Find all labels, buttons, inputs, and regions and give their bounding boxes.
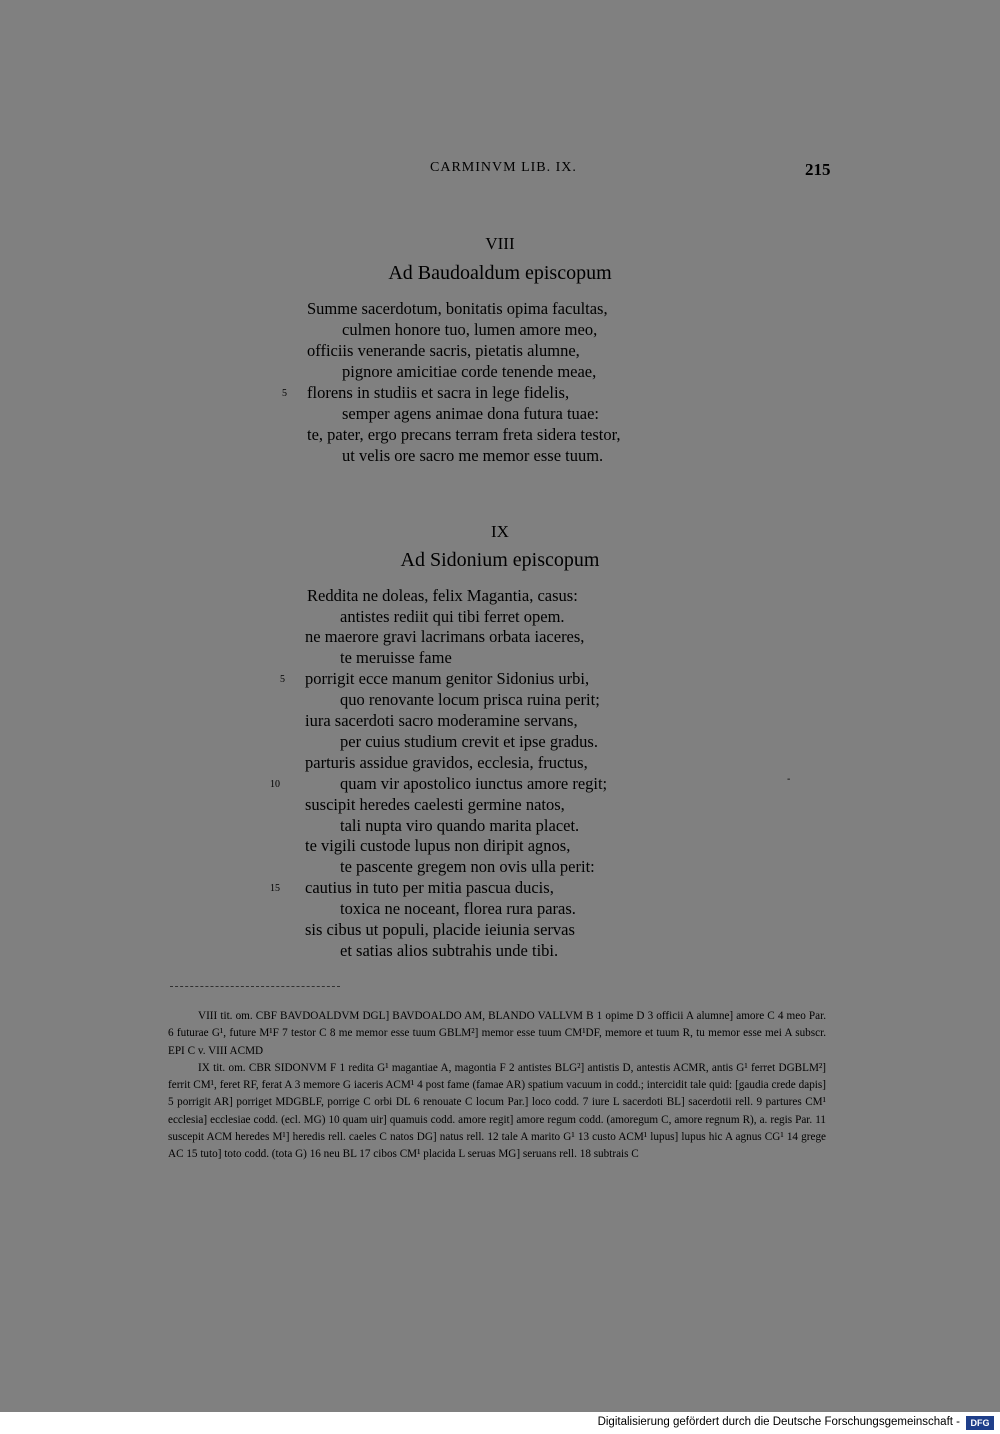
apparatus-entry: VIII tit. om. CBF BAVDOALDVM DGL] BAVDOALDO AM, BLANDO VALLVM B 1 opime D 3 officii A alumne] amore C 4 meo Par. 6 futurae G¹, future M¹F 7 testor C 8 me memor esse tuum GBLM²] memor esse tuum CM¹DF, memore et tuum R, tu memor esse mei A subscr. EPI C v. VIII ACMD [168, 1010, 826, 1057]
verse-line: te vigili custode lupus non diripit agnos, [305, 836, 571, 855]
verse-line: suscipit heredes caelesti germine natos, [305, 795, 565, 814]
verse-line: semper agens animae dona futura tuae: [342, 404, 600, 423]
verse-line: culmen honore tuo, lumen amore meo, [342, 320, 598, 339]
verse-line: quo renovante locum prisca ruina perit; [340, 690, 600, 709]
verse-line: Summe sacerdotum, bonitatis opima facultas, [307, 299, 608, 318]
verse-line: per cuius studium crevit et ipse gradus. [340, 732, 598, 751]
verse-line: iura sacerdoti sacro moderamine servans, [305, 711, 578, 730]
poem-number: VIII [485, 234, 515, 253]
verse-line: te pascente gregem non ovis ulla perit: [340, 857, 595, 876]
verse-line: Reddita ne doleas, felix Magantia, casus: [307, 586, 578, 605]
dfg-logo: DFG [966, 1416, 994, 1430]
line-number: 15 [270, 883, 280, 894]
footnote-rule [170, 986, 340, 987]
verse-line: officiis venerande sacris, pietatis alumne, [307, 341, 580, 360]
verse-line: ut velis ore sacro me memor esse tuum. [342, 446, 604, 465]
verse-line: porrigit ecce manum genitor Sidonius urbi, [305, 669, 590, 688]
verse-line: antistes rediit qui tibi ferret opem. [340, 607, 565, 626]
verse-line: pignore amicitiae corde tenende meae, [342, 362, 597, 381]
verse-line: quam vir apostolico iunctus amore regit; [340, 774, 608, 793]
poem-title: Ad Baudoaldum episcopum [388, 262, 612, 284]
verse-line: toxica ne noceant, florea rura paras. [340, 899, 576, 918]
verse-line: te meruisse fame [340, 648, 452, 667]
running-head: CARMINVM LIB. IX. [430, 160, 577, 175]
verse-line: sis cibus ut populi, placide ieiunia servas [305, 920, 575, 939]
verse-line: et satias alios subtrahis unde tibi. [340, 941, 559, 960]
verse-line: parturis assidue gravidos, ecclesia, fructus, [305, 753, 588, 772]
verse-line: florens in studiis et sacra in lege fidelis, [307, 383, 570, 402]
margin-mark: - [787, 774, 791, 785]
poem-number: IX [491, 522, 509, 541]
apparatus-entry: IX tit. om. CBR SIDONVM F 1 redita G¹ magantiae A, magontia F 2 antistes BLG²] antistis D, antestis ACMR, antis G¹ ferret DGBLM²] ferrit CM¹, feret RF, ferat A 3 memore G iaceris ACM¹ 4 post fame (famae AR) spatium vacuum in codd.; intercidit tale quid: [gaudia crede dapis] 5 porrigit AR] porriget MDGBLF, porrige C orbi DL 6 renouate C locum Par.] loco codd. 7 iure L sacerdoti BL] sacerdotii rell. 9 partures CM¹ ecclesia] ecclesiae codd. (ecl. MG) 10 quam uir] quamuis codd. amore regit] amore regum codd. (amoregum C, amore regnum R), a. regis Par. 11 suscepit ACM heredes M¹] heredis rell. caeles C natos DG] natus rell. 12 tale A marito G¹ 13 custo ACM¹ lupus] lupus hic A agnus CG¹ 14 grege AC 15 tuto] toto codd. (tota G) 16 neu BL 17 cibos CM¹ placida L seruas MG] seruans rell. 18 subtrais C [168, 1061, 826, 1161]
digitization-footer [0, 1412, 1000, 1434]
line-number: 5 [282, 388, 287, 399]
verse-line: te, pater, ergo precans terram freta sidera testor, [307, 425, 621, 444]
line-number: 5 [280, 674, 285, 685]
verse-line: tali nupta viro quando marita placet. [340, 816, 580, 835]
verse-line: cautius in tuto per mitia pascua ducis, [305, 878, 554, 897]
line-number: 10 [270, 779, 280, 790]
critical-apparatus [168, 1008, 826, 1164]
page-number: 215 [805, 160, 831, 179]
verse-line: ne maerore gravi lacrimans orbata iaceres, [305, 627, 585, 646]
poem-title: Ad Sidonium episcopum [400, 549, 600, 571]
funding-notice: Digitalisierung gefördert durch die Deutsche Forschungsgemeinschaft - [597, 1416, 960, 1428]
